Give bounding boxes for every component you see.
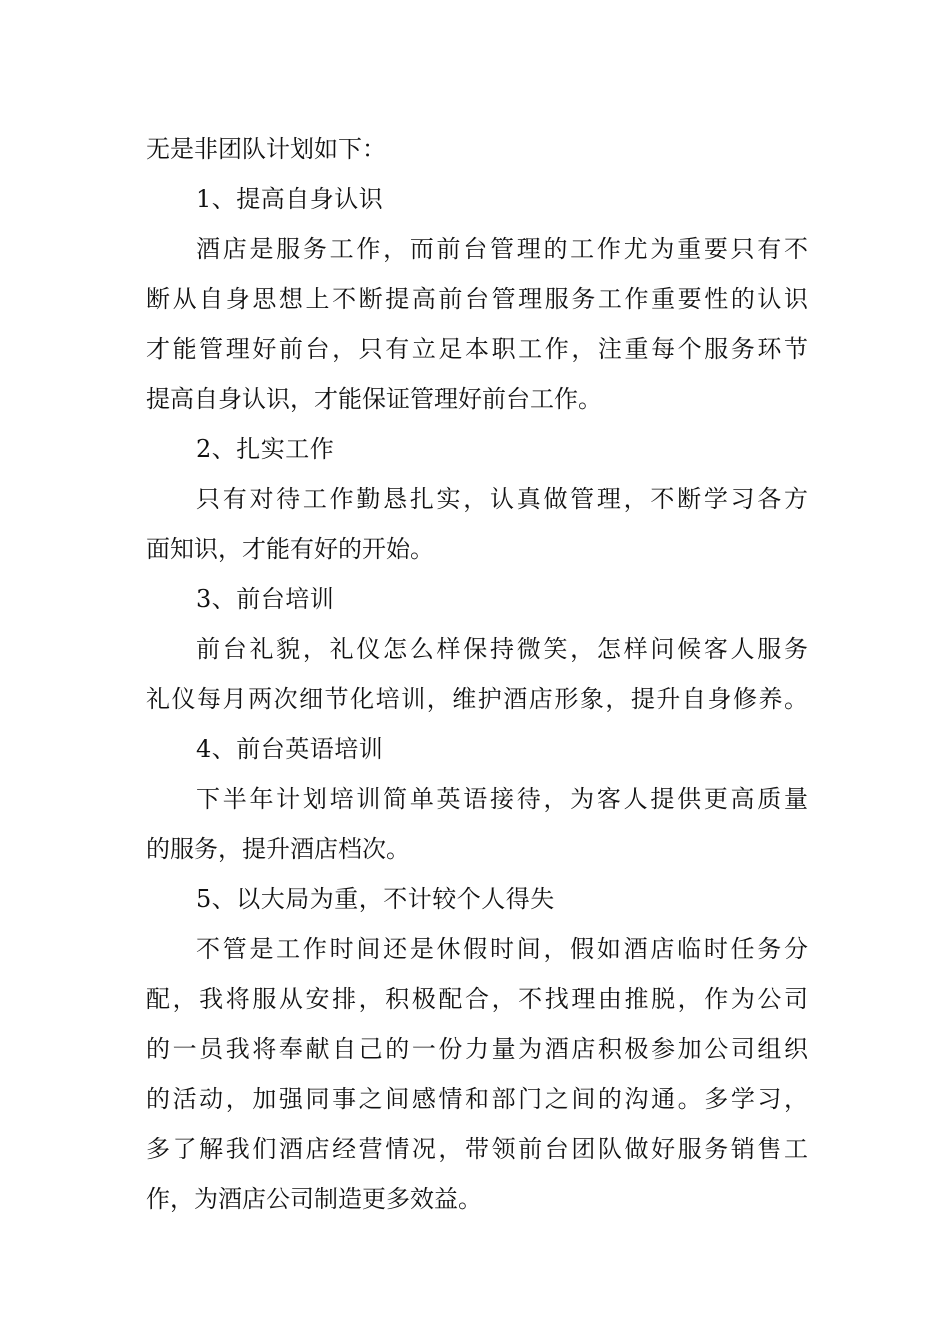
section-heading-1: 1、提高自身认识 <box>196 185 384 213</box>
section-heading-5: 5、以大局为重，不计较个人得失 <box>196 885 555 913</box>
intro-line: 无是非团队计划如下： <box>146 135 386 163</box>
paragraph-line: 多了解我们酒店经营情况，带领前台团队做好服务销售工 <box>146 1135 808 1163</box>
paragraph-line: 礼仪每月两次细节化培训，维护酒店形象，提升自身修养。 <box>146 685 808 713</box>
paragraph-line: 酒店是服务工作，而前台管理的工作尤为重要只有不 <box>196 235 808 263</box>
paragraph-line: 才能管理好前台，只有立足本职工作，注重每个服务环节 <box>146 335 808 363</box>
section-heading-2: 2、扎实工作 <box>196 435 335 463</box>
paragraph-line: 提高自身认识，才能保证管理好前台工作。 <box>146 385 602 413</box>
paragraph-line: 的活动，加强同事之间感情和部门之间的沟通。多学习， <box>146 1085 808 1113</box>
paragraph-line: 下半年计划培训简单英语接待，为客人提供更高质量 <box>196 785 808 813</box>
paragraph-line: 前台礼貌，礼仪怎么样保持微笑，怎样问候客人服务 <box>196 635 808 663</box>
paragraph-line: 配，我将服从安排，积极配合，不找理由推脱，作为公司 <box>146 985 808 1013</box>
paragraph-line: 断从自身思想上不断提高前台管理服务工作重要性的认识 <box>146 285 808 313</box>
paragraph-line: 面知识，才能有好的开始。 <box>146 535 434 563</box>
paragraph-line: 不管是工作时间还是休假时间，假如酒店临时任务分 <box>196 935 808 963</box>
section-heading-4: 4、前台英语培训 <box>196 735 384 763</box>
paragraph-line: 的服务，提升酒店档次。 <box>146 835 410 863</box>
paragraph-line: 只有对待工作勤恳扎实，认真做管理，不断学习各方 <box>196 485 808 513</box>
document-body <box>146 124 808 1224</box>
paragraph-line: 作，为酒店公司制造更多效益。 <box>146 1185 482 1213</box>
section-heading-3: 3、前台培训 <box>196 585 335 613</box>
paragraph-line: 的一员我将奉献自己的一份力量为酒店积极参加公司组织 <box>146 1035 808 1063</box>
